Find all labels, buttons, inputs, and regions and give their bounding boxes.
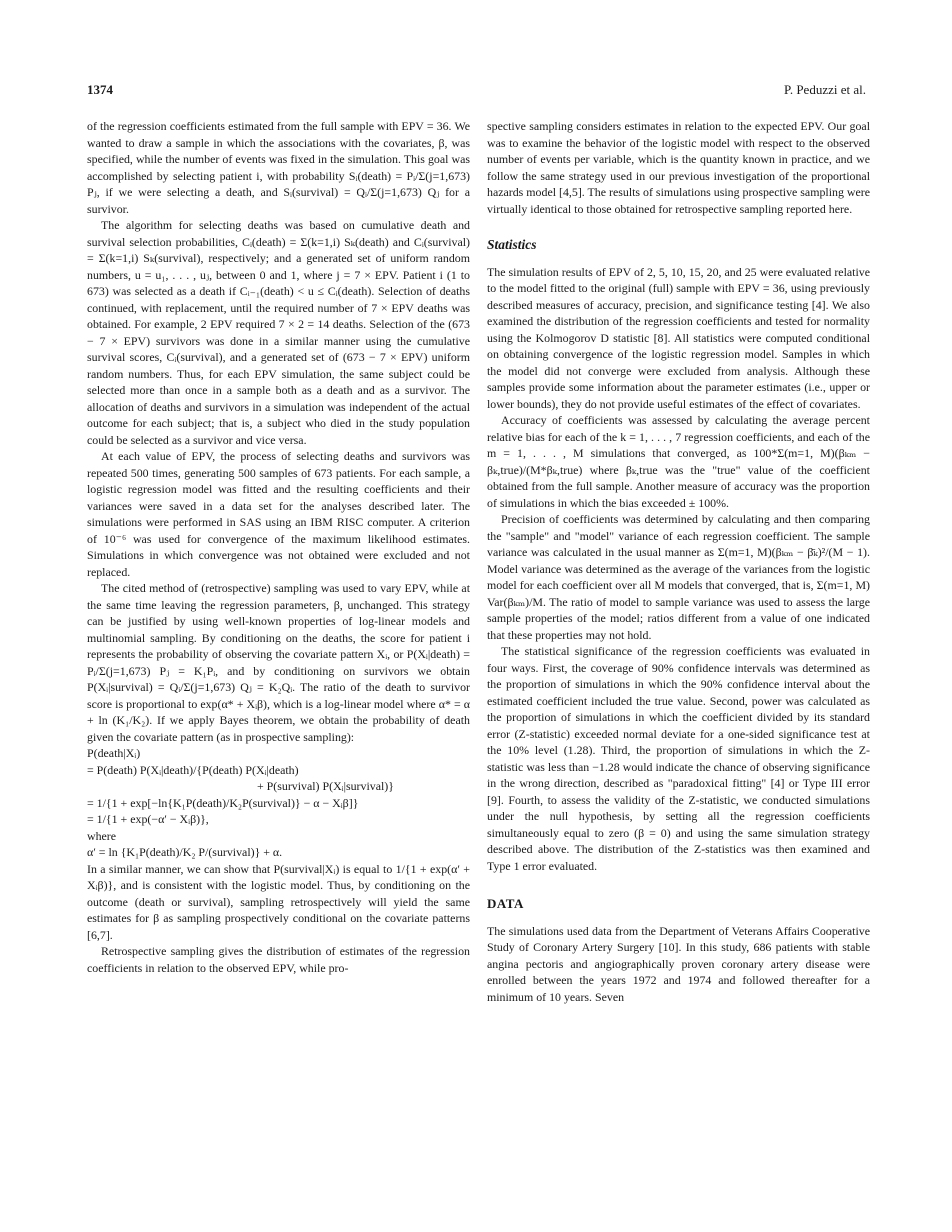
equation: α′ = ln {K₁P(death)/K₂ P/(survival)} + α. <box>87 845 283 859</box>
paragraph: The simulation results of EPV of 2, 5, 10, 15, 20, and 25 were evaluated relative to the model fitted to the original (full) sample with EPV = 36, using previously described measures of accuracy, precision, and significance testing [4]. We also examined the distribution of the regression coefficients and tested for normality using the Kolmogorov D statistic [8]. All statistics were computed conditional on obtaining convergence of the logistic regression model. Samples in which the model did not converge were excluded from analysis. Although these samples provide some information about the parameter estimates (i.e., upper or lower bounds), they do not provide useful estimates of the effect of covariates. <box>487 264 870 411</box>
paragraph: Accuracy of coefficients was assessed by calculating the average percent relative bias for each of the k = 1, . . . , 7 regression coefficients, and each of the m = 1, . . . , M simulations that converged, as 100*Σ(m=1, M)(βₖₘ − βₖ,true)/(M*βₖ,true) where βₖ,true was the "true" value of the coefficient obtained from the full sample. Another measure of accuracy was the proportion of simulations in which the bias exceeded ± 100%. <box>487 413 870 510</box>
paragraph: Precision of coefficients was determined by calculating and then comparing the "sample" and "model" variance of each regression coefficient. The sample variance was calculated in the usual manner as Σ(m=1, M)(βₖₘ − β̄ₖ)²/(M − 1). Model variance was determined as the average of the variances from the logistic model for each coefficient over all M models that converged, that is, Σ(m=1, M) Var(βₖₘ)/M. The ratio of model to sample variance was used to assess the large sample properties of the model; ratios different from a value of one indicated that these properties may not hold. <box>487 512 870 642</box>
paragraph: The algorithm for selecting deaths was based on cumulative death and survival selection probabilities, Cᵢ(death) = Σ(k=1,i) Sₖ(death) and Cᵢ(survival) = Σ(k=1,i) Sₖ(survival), respectively; and a generated set of uniform random numbers, u = u₁, . . . , uⱼ, between 0 and 1, where j = 7 × EPV. Patient i (1 to 673) was selected as a death if Cᵢ₋₁(death) < u ≤ Cᵢ(death). Selection of deaths continued, with replacement, until the required number of 7 × EPV deaths was obtained. For example, 2 EPV required 7 × 2 = 14 deaths. Selection of the (673 − 7 × EPV) survivors was done in a similar manner using the cumulative survival scores, Cᵢ(survival), and a generated set of (673 − 7 × EPV) uniform random numbers. Thus, for each EPV simulation, the same subject could be selected more than once in a sample both as a death and as a survivor. The allocation of deaths and survivors in a simulation was independent of the actual outcome for each subject; that is, a subject who died in the study population could be selected as a survivor and vice versa. <box>87 218 470 447</box>
section-heading: Statistics <box>487 237 537 252</box>
right-column <box>487 118 870 1005</box>
section-heading: DATA <box>487 896 524 911</box>
equation: = 1/{1 + exp(−α′ − Xᵢβ)}, <box>87 812 209 826</box>
equation: = 1/{1 + exp[−ln{K₁P(death)/K₂P(survival)} − α − Xᵢβ]} <box>87 795 359 810</box>
page-number: 1374 <box>87 82 113 97</box>
equation: P(death|Xᵢ) <box>87 746 141 760</box>
equation: + P(survival) P(Xᵢ|survival)} <box>257 779 394 793</box>
equation-label: where <box>87 828 117 843</box>
paragraph: At each value of EPV, the process of selecting deaths and survivors was repeated 500 times, generating 500 samples of 673 patients. For each sample, a logistic regression model was fitted and the resulting coefficients and their variances were saved in a data set for the analyses described later. The simulations were performed in SAS using an IBM RISC computer. A criterion of 10⁻⁶ was used for convergence of the maximum likelihood estimates. Simulations in which convergence was not obtained were excluded and not replaced. <box>87 449 470 579</box>
equation: = P(death) P(Xᵢ|death)/{P(death) P(Xᵢ|death) <box>87 762 299 777</box>
paragraph: In a similar manner, we can show that P(survival|Xᵢ) is equal to 1/{1 + exp(α′ + Xᵢβ)}, and is consistent with the logistic model. Thus, by conditioning on the outcome (death or survival), sampling retrospectively will yield the same estimates for β as sampling prospectively conditional on the covariate patterns [6,7]. <box>87 861 470 942</box>
paragraph: The cited method of (retrospective) sampling was used to vary EPV, while at the same time leaving the regression parameters, β, unchanged. This strategy can be justified by using well-known properties of log-linear models and multinomial sampling. By conditioning on the deaths, the score for patient i represents the probability of observing the covariate pattern Xᵢ, or P(Xᵢ|death) = Pᵢ/Σ(j=1,673) Pⱼ = K₁Pᵢ, and by conditioning on survivors we obtain P(Xᵢ|survival) = Qᵢ/Σ(j=1,673) Qⱼ = K₂Qᵢ. The ratio of the death to survivor score is proportional to exp(α* + Xᵢβ), which is a log-linear model where α* = α + ln (K₁/K₂). If we apply Bayes theorem, we obtain the probability of death given the covariate pattern (as in prospective sampling): <box>87 581 470 744</box>
running-head: P. Peduzzi et al. <box>784 82 866 97</box>
paragraph: The simulations used data from the Department of Veterans Affairs Cooperative Study of Coronary Artery Surgery [10]. In this study, 686 patients with stable angina pectoris and angiographically proven coronary artery disease were enrolled between the years 1972 and 1974 and followed thereafter for a minimum of 10 years. Seven <box>487 923 870 1004</box>
paragraph: The statistical significance of the regression coefficients was evaluated in four ways. First, the coverage of 90% confidence intervals was determined as the proportion of simulations in which the 90% confidence interval about the estimated coefficient included the true value. Second, power was calculated as the proportion of simulations in which the coefficient divided by its standard error (Z-statistic) exceeded normal deviate for a one-sided significance test at the 10% level (1.28). Third, the proportion of simulations in which the Z-statistic was less than −1.28 would indicate the chance of observing significance in the wrong direction, described as "paradoxical fitting" [4] or Type III error [9]. Fourth, to assess the validity of the Z-statistic, we conducted simulations under the null hypothesis, by setting all the regression coefficients simultaneously equal to zero (β = 0) and using the same simulation strategy described above. The distribution of the Z-statistics was then examined and Type 1 error evaluated. <box>487 644 870 873</box>
paragraph: spective sampling considers estimates in relation to the expected EPV. Our goal was to examine the behavior of the logistic model with respect to the observed number of events per variable, which is the quantity known in practice, and we follow the same strategy used in our previous investigation of the proportional hazards model [4,5]. The results of simulations using prospective sampling were virtually identical to those obtained for retrospective sampling reported here. <box>487 119 870 216</box>
paragraph: Retrospective sampling gives the distribution of estimates of the regression coefficients in relation to the observed EPV, while pro- <box>87 944 470 975</box>
paragraph: of the regression coefficients estimated from the full sample with EPV = 36. We wanted to draw a sample in which the associations with the covariates, β, was specified, while the number of events was fixed in the simulation. This goal was accomplished by selecting patient i, with probability Sᵢ(death) = Pᵢ/Σ(j=1,673) Pⱼ, if we were selecting a death, and Sᵢ(survival) = Qᵢ/Σ(j=1,673) Qⱼ for a survivor. <box>87 119 470 216</box>
left-column <box>87 118 470 976</box>
